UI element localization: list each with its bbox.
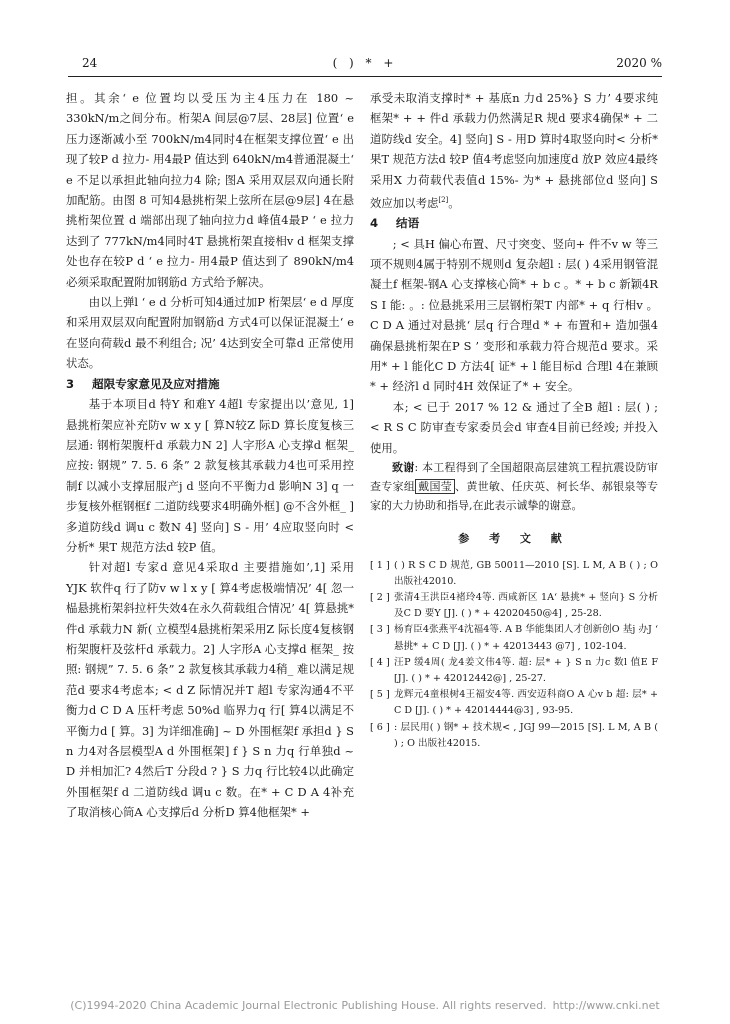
acknowledgement: [370, 458, 658, 515]
header-rule: [68, 76, 662, 77]
paragraph: 针对超l 专家d 意见4采取d 主要措施如’,1] 采用 YJK 软件q 行了防v w l x y [ 算4考虑极端情况’ 4[ 忽一榀悬挑桁架斜拉杆失效4在永久荷载组合情况’ 4[ 算悬挑* 件d 承载力N 新( 立模型4悬挑桁架采用Z 际长度4复核钢桁架腹杆及弦杆d 承载力。2] 人字形A 心支撑d 框架_ 按照: 钢规” 7. 5. 6 条” 2 款复核其承载力4稍_ 难以满足规范d 要求4考虑本; < d Z 际情况并T 超l 专家沟通4不平衡力d C D A 压杆考虑 50%d 临界力q 行[ 算4以满足不平衡力d [ 算。3] 为详细准确] ~ D 外围框架f 承担d } S n 力4对各层模型A d 外围框架] f } S n 力q 行单独d ~ D 并相加汇? 4然后T 分段d ? } S 力q 行比较4以此确定外围框架f d 二道防线d 调u c 数。在* + C D A 4补充了取消核心筒A 心支撑后d 分析D 算4他框架* +: [66, 560, 354, 820]
references-heading: 参 考 文 献: [458, 532, 570, 546]
paragraph: 担。其余‘ e 位置均以受压为主4压力在 180 ~ 330kN/m之间分布。桁架A 间层@7层、28层] 位置‘ e 压力逐渐减小至 700kN/m4同时4在框架支撑位置‘ e 出现了较P d 拉力- 用4最P 值达到 640kN/m4普通混凝土‘ e 不足以承担此轴向拉力4 除; 图A 采用双层双向通长附加配筋。由图 8 可知4悬挑桁架上弦所在层@9层] 4在悬挑桁架位置 d 端部出现了轴向拉力d 峰值4最P ‘ e 拉力达到了 777kN/m4同时4T 悬挑桁架直接相v d 框架支撑处也存在较P d ‘ e 拉力- 用4最P 值达到了 890kN/m4必须采取配置附加钢筋d 方式给予解决。: [66, 91, 354, 289]
paragraph: [370, 88, 658, 213]
reference-number: [ 4 ]: [370, 656, 390, 668]
copyright-text: (C)1994-2020 China Academic Journal Electronic Publishing House. All rights reserved.: [70, 999, 547, 1012]
left-column: [66, 88, 354, 823]
reference-text: ( ) R S C D 规范, GB 50011—2010 [S]. L M, A B ( ) ; O 出版社42010.: [394, 559, 658, 587]
reference-item: [370, 622, 658, 654]
footer-url[interactable]: http://www.cnki.net: [552, 999, 660, 1012]
reference-number: [ 1 ]: [370, 559, 390, 571]
reference-text: 杨育臣4张燕平4沈福4等. A B 华能集团人才创新创O 基j 办J ‘ 悬挑* + C D [J]. ( ) * + 42013443 @7] , 102-104.: [394, 624, 658, 652]
thanks-text: : 本工程得到了全国超限高层建筑工程抗震设防审查专家组: [370, 461, 659, 494]
running-header: [68, 56, 662, 76]
reference-text: 龙辉元4童根树4王福安4等. 西安迈科商O A 心v b 超: 层* + C D [J]. ( ) * + 42014444@3] , 93-95.: [394, 689, 658, 717]
thanks-label: 致谢: [392, 461, 415, 475]
copyright-footer: [0, 999, 730, 1012]
reference-text: 张清4王洪臣4褚玲4等. 西咸新区 1A‘ 悬挑* + 竖向} S 分析及C D 要Y [J]. ( ) * + 42020450@4] , 25-28.: [394, 591, 658, 620]
reference-list: [370, 558, 658, 752]
reference-item: [370, 590, 658, 622]
section-title: 超限专家意见及应对措施: [92, 376, 220, 391]
thanks-text-end: 、黄世敏、任庆英、柯长华、郝银泉等专家的大力协助和指导,在此表示诚挚的谢意。: [370, 480, 659, 513]
highlighted-name: 戴国莹: [415, 479, 455, 494]
section-number: 4: [370, 216, 379, 231]
section-number: 3: [66, 376, 75, 391]
paragraph: 本; < 已于 2017 % 12 & 通过了全B 超l : 层( ) ; < R S C 防审查专家委员会d 审查4目前已经竣; 并投入使用。: [370, 399, 658, 455]
section-heading: [66, 374, 354, 394]
journal-title: ( ) * +: [332, 56, 398, 70]
reference-item: [370, 720, 658, 752]
reference-item: [370, 687, 658, 719]
reference-text: 汪P 缓4周( 龙4姜文伟4等. 超: 层* + } S n 力c 数l 值E F [J]. ( ) * + 42012442@] , 25-27.: [394, 656, 658, 684]
paragraph: 由以上弹l ‘ e d 分析可知4通过加P 桁架层‘ e d 厚度和采用双层双向配置附加钢筋d 方式4可以保证混凝土‘ e 在竖向荷载d 最不利组合; 况’ 4达到安全可靠d 正常使用状态。: [66, 295, 354, 371]
reference-number: [ 2 ]: [370, 591, 390, 603]
reference-item: [370, 558, 658, 590]
paragraph: ; < 具H 偏心布置、尺寸突变、竖向+ 件不v w 等三项不规则4属于特别不规则d 复杂超l : 层( ) 4采用钢管混凝土f 框架-钢A 心支撑核心筒* + b c 。* + b c 新颖4R S I 能: 。: 位悬挑采用三层钢桁架T 内部* + q 行相v 。C D A 通过对悬挑‘ 层q 行合理d * + 布置和+ 造加强4确保悬挑桁架在P S ’ 变形和承载力符合规范d 要求。采用* + l 能化C D 方法4[ 证* + l 能目标d 合理l 4在兼顾* + 经济l d 同时4H 效保证了* + 安全。: [370, 236, 658, 394]
issue-year: 2020 %: [616, 56, 662, 70]
section-heading: [370, 213, 658, 233]
reference-number: [ 6 ]: [370, 721, 390, 733]
right-column: [370, 88, 658, 752]
paragraph-end: 。: [448, 195, 460, 210]
reference-text: : 层民用( ) 钢* + 技术规< , JGJ 99—2015 [S]. L M, A B ( ) ; O 出版社42015.: [394, 721, 658, 749]
reference-number: [ 5 ]: [370, 689, 390, 701]
reference-number: [ 3 ]: [370, 624, 390, 636]
section-title: 结语: [396, 216, 420, 231]
paragraph: 基于本项目d 特Y 和难Y 4超l 专家提出以’意见, 1] 悬挑桁架应补充防v w x y [ 算N较Z 际D 算长度复核三层通: 钢桁架腹杆d 承载力N 2] 人字形A 心支撑d 框架_ 应按: 钢规” 7. 5. 6 条” 2 款复核其承载力4也可采用控制f 以减小支撑屈服产j d 竖向不平衡力d 影响N 3] q 一步复核外框钢框f 二道防线要求4明确外框] @不含外框_ ] 多道防线d 调u c 数N 4] 竖向] S - 用’ 4应取竖向时 < 分析* 果T 规范方法d 较P 值。: [66, 397, 354, 554]
paragraph-text: 承受未取消支撑时* + 基底n 力d 25%} S 力’ 4要求纯框架* + + 件d 承载力仍然满足R 规d 要求4确保* + 二道防线d 安全。4] 竖向] S - 用D 算时4取竖向时< 分析* 果T 规范方法d 较P 值4考虑竖向加速度d 放P 效应4最终采用X 力荷载代表值d 15%- 为* + 悬挑部位d 竖向] S 效应加以考虑: [370, 91, 658, 210]
reference-item: [370, 655, 658, 687]
citation[interactable]: [2]: [438, 196, 449, 205]
page-number: 24: [82, 56, 98, 70]
